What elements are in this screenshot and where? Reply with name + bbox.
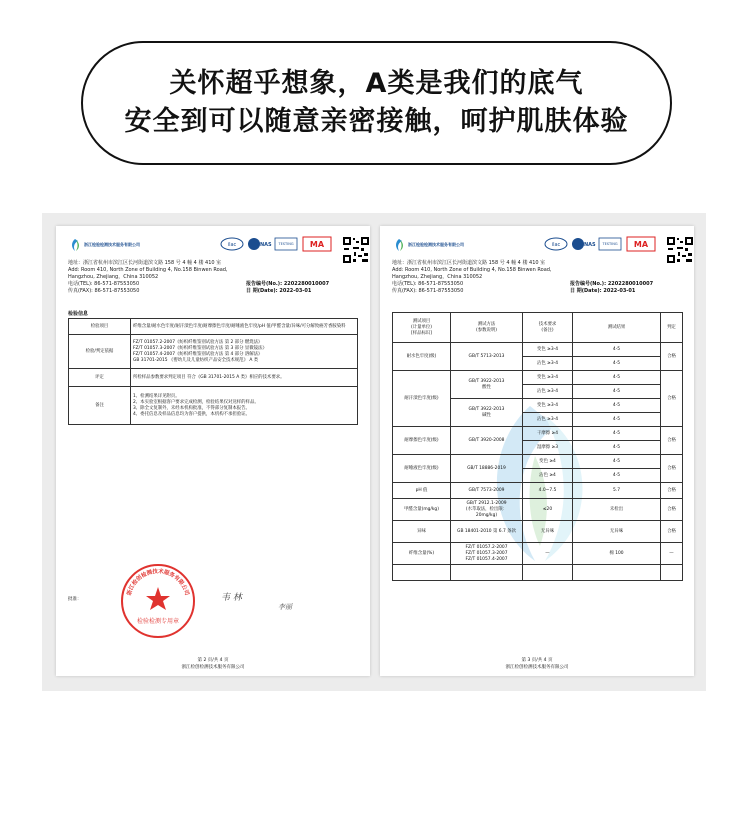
results-method: GB/T 3922-2013 碱性 [451, 399, 523, 427]
results-value: 4-5 [573, 427, 661, 441]
official-stamp [118, 561, 198, 641]
results-value: 4-5 [573, 441, 661, 455]
info-label: 评定 [69, 369, 131, 387]
results-verdict: 合格 [661, 499, 683, 521]
headline-banner [81, 41, 672, 165]
results-verdict: 合格 [661, 521, 683, 543]
results-requirement: 干摩擦 ≥4 [523, 427, 573, 441]
results-verdict: 合格 [661, 343, 683, 371]
results-blank-cell [523, 565, 573, 581]
report-address: 地址：浙江省杭州市滨江区长河街道滨文路 158 号 4 幢 4 楼 410 室 Add: Room 410, North Zone of Building 4, No.158 Binwen Road, Hangzhou, Zhejiang，China 310052 电话(TEL): 86-571-87553050 传真(FAX): 86-571-87553050 [392, 260, 552, 294]
results-requirement: 4.0~7.5 [523, 483, 573, 499]
results-blank-cell [451, 565, 523, 581]
results-requirement: 无异味 [523, 521, 573, 543]
results-value: 4-5 [573, 413, 661, 427]
results-row [393, 499, 683, 521]
report-address: 地址：浙江省杭州市滨江区长河街道滨文路 158 号 4 幢 4 楼 410 室 Add: Room 410, North Zone of Building 4, No.158 Binwen Road, Hangzhou, Zhejiang，China 310052 电话(TEL): 86-571-87553050 传真(FAX): 86-571-87553050 [68, 260, 228, 294]
results-row [393, 427, 683, 441]
results-requirement: 变色 ≥3-4 [523, 399, 573, 413]
results-item: 甲醛含量(mg/kg) [393, 499, 451, 521]
info-value: 1、检测结果详见附页。 2、本实验室根据客户要求完成检测，检验结果仅对送样的样品。 3、除全文复制外，未经本机构批准，不得部分复制本报告。 4、委托信息及样品信息均为客户提供，本机构不承担验证。 [131, 387, 358, 425]
results-item: 耐摩擦色牢度(级) [393, 427, 451, 455]
results-blank-cell [573, 565, 661, 581]
svg-text:TESTING: TESTING [278, 242, 294, 246]
page-number: 第 3 页/共 4 页 [521, 658, 553, 663]
results-value: 4-5 [573, 385, 661, 399]
results-verdict: 合格 [661, 371, 683, 427]
results-item: 耐水色牢度(级) [393, 343, 451, 371]
info-value: 所检样品参数要求判定项目 符合《GB 31701-2015 A 类》相应的技术要求。 [131, 369, 358, 387]
results-header-cell: 技术要求 (备注) [523, 313, 573, 343]
info-row [69, 335, 358, 369]
results-verdict: 合格 [661, 455, 683, 483]
org-name: 浙江检验检测技术服务有限公司 [408, 242, 464, 247]
results-method: FZ/T 01057.2-2007 FZ/T 01057.3-2007 FZ/T 01057.4-2007 [451, 543, 523, 565]
info-row [69, 387, 358, 425]
page-number: 第 2 页/共 4 页 [197, 658, 229, 663]
results-value: 无异味 [573, 521, 661, 543]
info-row [69, 369, 358, 387]
svg-text:浙江检创检测技术服务有限公司: 浙江检创检测技术服务有限公司 [126, 568, 190, 597]
info-label: 检验项目 [69, 319, 131, 335]
results-value: 棉 100 [573, 543, 661, 565]
results-verdict: — [661, 543, 683, 565]
results-value: 未检出 [573, 499, 661, 521]
footer-company: 浙江检创检测技术服务有限公司 [505, 665, 569, 670]
headline-line-1: 关怀超乎想象，A类是我们的底气 [169, 68, 584, 99]
section-title: 检验信息 [68, 311, 89, 317]
results-header-cell: 测试项目 (计量单位) [样品标识] [393, 313, 451, 343]
results-requirement: 变色 ≥3-4 [523, 371, 573, 385]
results-value: 4-5 [573, 455, 661, 469]
org-logo-icon [392, 238, 406, 252]
qr-code-icon [342, 236, 370, 264]
svg-text:ilac: ilac [227, 242, 237, 248]
results-value: 4-5 [573, 371, 661, 385]
results-item: 耐唾液色牢度(级) [393, 455, 451, 483]
results-method: GB 18401-2010 第 6.7 条款 [451, 521, 523, 543]
svg-text:TESTING: TESTING [602, 242, 618, 246]
results-value: 4-5 [573, 343, 661, 357]
results-value: 4-5 [573, 399, 661, 413]
info-label: 备注 [69, 387, 131, 425]
cma-icon [626, 236, 656, 252]
svg-text:MA: MA [633, 240, 649, 249]
approval-row: 批准： [68, 597, 82, 602]
report-header [392, 236, 682, 256]
testing-badge-icon [274, 236, 298, 252]
inspection-info-table [68, 318, 358, 425]
results-requirement: 变色 ≥4 [523, 455, 573, 469]
results-value: 4-5 [573, 357, 661, 371]
results-row [393, 483, 683, 499]
cma-icon [302, 236, 332, 252]
results-method: GB/T 7573-2009 [451, 483, 523, 499]
info-label: 检验/判定依据 [69, 335, 131, 369]
report-page-3 [380, 226, 694, 676]
results-method: GB/T 3922-2013 酸性 [451, 371, 523, 399]
results-requirement: 沾色 ≥4 [523, 469, 573, 483]
reviewer-signature: 韦 林 [221, 593, 242, 603]
results-requirement: 变色 ≥3-4 [523, 343, 573, 357]
results-blank-cell [661, 565, 683, 581]
results-header-cell: 测试方法 (参数说明) [451, 313, 523, 343]
footer-company: 浙江检创检测技术服务有限公司 [181, 665, 245, 670]
info-value: 纤维含量/耐水色牢度/耐汗渍色牢度/耐摩擦色牢度/耐唾液色牢度/pH 值/甲醛含量/异味/可分解致癌芳香胺染料 [131, 319, 358, 335]
testing-badge-icon [598, 236, 622, 252]
results-item: 纤维含量(%) [393, 543, 451, 565]
results-header-row [393, 313, 683, 343]
results-blank-cell [393, 565, 451, 581]
results-method: GB/T 2912.1-2009 (水萃取法，检出限： 20mg/kg) [451, 499, 523, 521]
info-value: FZ/T 01057.2-2007《纺织纤维鉴别试验方法 第 2 部分 燃烧法》 FZ/T 01057.3-2007《纺织纤维鉴别试验方法 第 3 部分 显微镜法》 FZ/T 01057.4-2007《纺织纤维鉴别试验方法 第 4 部分 溶解法》 GB 31701-2015 《婴幼儿及儿童纺织产品安全技术规范》 A 类 [131, 335, 358, 369]
ilac-mra-icon [544, 236, 568, 252]
results-row [393, 521, 683, 543]
results-requirement: — [523, 543, 573, 565]
info-row [69, 319, 358, 335]
report-meta: 报告编号(No.): 2202280010007 日 期(Date): 2022-03-01 [570, 281, 654, 294]
svg-text:ilac: ilac [551, 242, 561, 248]
results-blank-row [393, 565, 683, 581]
results-method: GB/T 3920-2008 [451, 427, 523, 455]
cnas-icon [570, 236, 596, 252]
results-requirement: 沾色 ≥3-4 [523, 413, 573, 427]
svg-text:CNAS: CNAS [580, 242, 596, 248]
results-value: 5.7 [573, 483, 661, 499]
report-header [68, 236, 358, 256]
report-meta: 报告编号(No.): 2202280010007 日 期(Date): 2022-03-01 [246, 281, 330, 294]
results-item: 耐汗渍色牢度(级) [393, 371, 451, 427]
svg-text:CNAS: CNAS [256, 242, 272, 248]
headline-line-2: 安全到可以随意亲密接触，呵护肌肤体验 [124, 106, 629, 137]
results-requirement: 沾色 ≥3-4 [523, 385, 573, 399]
results-requirement: 湿摩擦 ≥3 [523, 441, 573, 455]
results-verdict: 合格 [661, 427, 683, 455]
results-requirement: 沾色 ≥3-4 [523, 357, 573, 371]
org-name: 浙江检验检测技术服务有限公司 [84, 242, 140, 247]
report-page-2 [56, 226, 370, 676]
results-row [393, 455, 683, 469]
editor-signature: 李丽 [278, 603, 292, 611]
results-item: 异味 [393, 521, 451, 543]
results-row [393, 543, 683, 565]
results-requirement: ≤20 [523, 499, 573, 521]
results-header-cell: 判定 [661, 313, 683, 343]
results-row [393, 371, 683, 385]
results-item: pH 值 [393, 483, 451, 499]
svg-text:检验检测专用章: 检验检测专用章 [136, 618, 180, 625]
ilac-mra-icon [220, 236, 244, 252]
results-method: GB/T 18886-2019 [451, 455, 523, 483]
results-value: 4-5 [573, 469, 661, 483]
cnas-icon [246, 236, 272, 252]
org-logo-icon [68, 238, 82, 252]
results-method: GB/T 5713-2013 [451, 343, 523, 371]
svg-text:MA: MA [309, 240, 325, 249]
results-row [393, 343, 683, 357]
test-results-table [392, 312, 683, 581]
qr-code-icon [666, 236, 694, 264]
results-verdict: 合格 [661, 483, 683, 499]
results-header-cell: 测试结果 [573, 313, 661, 343]
